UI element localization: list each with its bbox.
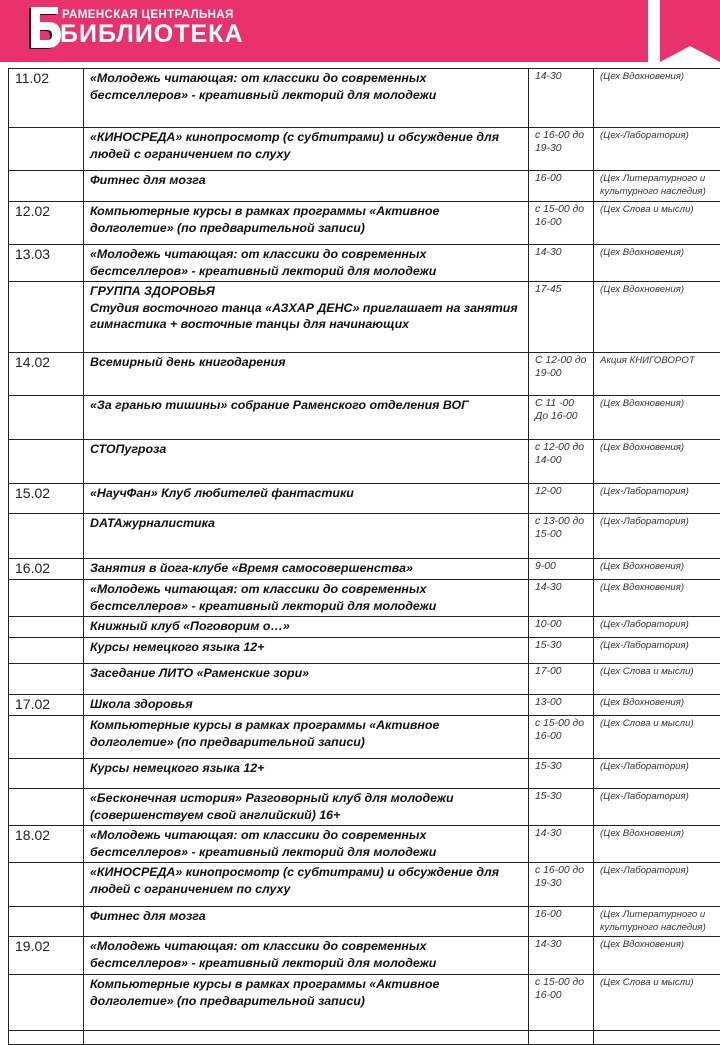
event-location: (Цех-Лаборатория) (594, 638, 720, 664)
event-location: (Цех Слова и мысли) (594, 716, 720, 759)
schedule-row (9, 559, 720, 580)
event-date: 14.02 (9, 353, 84, 396)
event-time: 16-00 (529, 907, 594, 937)
event-title: Всемирный день книгодарения (84, 353, 529, 396)
event-time: 16-00 (529, 171, 594, 202)
event-title: Компьютерные курсы в рамках программы «Активное долголетие» (по предварительной записи) (84, 202, 529, 245)
event-location: (Цех Слова и мысли) (594, 975, 720, 1031)
event-location: (Цех-Лаборатория) (594, 789, 720, 826)
event-date (9, 440, 84, 484)
event-location: (Цех Вдохновения) (594, 580, 720, 617)
event-date (9, 1031, 84, 1045)
schedule-row (9, 69, 720, 128)
event-date: 16.02 (9, 559, 84, 580)
schedule-row (9, 202, 720, 245)
event-title (84, 1031, 529, 1045)
event-title: Компьютерные курсы в рамках программы «Активное долголетие» (по предварительной записи) (84, 716, 529, 759)
event-time: С 12-00 до 19-00 (529, 353, 594, 396)
event-time: 12-00 (529, 484, 594, 514)
schedule-row (9, 907, 720, 937)
event-time: с 15-00 до 16-00 (529, 202, 594, 245)
event-title: «КИНОСРЕДА» кинопросмотр (с субтитрами) и обсуждение для людей с ограничением по слуху (84, 863, 529, 907)
event-location: (Цех-Лаборатория) (594, 484, 720, 514)
schedule-row (9, 580, 720, 617)
event-date (9, 907, 84, 937)
schedule-row (9, 716, 720, 759)
event-date: 11.02 (9, 69, 84, 128)
bookmark-icon (660, 0, 720, 62)
event-date (9, 171, 84, 202)
event-location: (Цех Вдохновения) (594, 245, 720, 282)
event-location: Акция КНИГОВОРОТ (594, 353, 720, 396)
event-location: (Цех-Лаборатория) (594, 128, 720, 171)
event-title: Компьютерные курсы в рамках программы «Активное долголетие» (по предварительной записи) (84, 975, 529, 1031)
schedule-table (8, 68, 720, 1045)
event-title: «Молодежь читающая: от классики до современных бестселлеров» - креативный лекторий для молодежи (84, 69, 529, 128)
event-location: (Цех Вдохновения) (594, 282, 720, 353)
schedule-row (9, 396, 720, 440)
event-title: Заседание ЛИТО «Раменские зори» (84, 664, 529, 695)
event-time: с 15-00 до 16-00 (529, 716, 594, 759)
event-date (9, 617, 84, 638)
event-date: 17.02 (9, 695, 84, 716)
event-location: (Цех Литературного и культурного наследия) (594, 171, 720, 202)
event-date (9, 128, 84, 171)
library-logo-icon (28, 4, 62, 50)
event-time: 17-00 (529, 664, 594, 695)
schedule-row (9, 664, 720, 695)
event-title: ГРУППА ЗДОРОВЬЯ Студия восточного танца «АЗХАР ДЕНС» приглашает на занятия гимнастика + восточные танцы для начинающих (84, 282, 529, 353)
event-time: с 16-00 до 19-30 (529, 863, 594, 907)
event-title: «Молодежь читающая: от классики до современных бестселлеров» - креативный лекторий для молодежи (84, 245, 529, 282)
event-title: Курсы немецкого языка 12+ (84, 638, 529, 664)
event-date (9, 789, 84, 826)
event-location: (Цех Вдохновения) (594, 559, 720, 580)
event-location: (Цех-Лаборатория) (594, 514, 720, 559)
event-title: Фитнес для мозга (84, 907, 529, 937)
schedule-row (9, 514, 720, 559)
event-title: Книжный клуб «Поговорим о…» (84, 617, 529, 638)
event-location: (Цех Литературного и культурного наследия) (594, 907, 720, 937)
event-date (9, 282, 84, 353)
brand-subtitle: РАМЕНСКАЯ ЦЕНТРАЛЬНАЯ (62, 9, 234, 21)
event-time: 15-30 (529, 759, 594, 789)
schedule-row (9, 128, 720, 171)
event-title: «Молодежь читающая: от классики до современных бестселлеров» - креативный лекторий для молодежи (84, 826, 529, 863)
event-time: 9-00 (529, 559, 594, 580)
event-time: 13-00 (529, 695, 594, 716)
event-title: «Бесконечная история» Разговорный клуб для молодежи (совершенствуем свой английский) 16+ (84, 789, 529, 826)
event-date (9, 396, 84, 440)
event-title: «Молодежь читающая: от классики до современных бестселлеров» - креативный лекторий для молодежи (84, 580, 529, 617)
event-location: (Цех Слова и мысли) (594, 202, 720, 245)
schedule-row (9, 440, 720, 484)
event-date (9, 664, 84, 695)
event-location: (Цех Вдохновения) (594, 440, 720, 484)
event-time: 14-30 (529, 245, 594, 282)
event-time: 14-30 (529, 69, 594, 128)
event-time: с 12-00 до 14-00 (529, 440, 594, 484)
schedule-row (9, 863, 720, 907)
event-title: «НаучФан» Клуб любителей фантастики (84, 484, 529, 514)
brand-title: БИБЛИОТЕКА (60, 20, 244, 49)
event-title: Занятия в йога-клубе «Время самосовершенства» (84, 559, 529, 580)
schedule-row (9, 245, 720, 282)
event-date (9, 759, 84, 789)
event-time: с 15-00 до 16-00 (529, 975, 594, 1031)
event-location: (Цех Вдохновения) (594, 937, 720, 975)
schedule-row (9, 353, 720, 396)
event-date (9, 514, 84, 559)
event-location: (Цех-Лаборатория) (594, 863, 720, 907)
event-date: 18.02 (9, 826, 84, 863)
event-location: (Цех Вдохновения) (594, 69, 720, 128)
event-location: (Цех Вдохновения) (594, 396, 720, 440)
schedule-row (9, 826, 720, 863)
event-title: Школа здоровья (84, 695, 529, 716)
schedule-row (9, 695, 720, 716)
event-date (9, 975, 84, 1031)
event-time: 15-30 (529, 789, 594, 826)
event-title: «За гранью тишины» собрание Раменского отделения ВОГ (84, 396, 529, 440)
page-header (0, 0, 720, 62)
event-time (529, 1031, 594, 1045)
event-title: Фитнес для мозга (84, 171, 529, 202)
schedule-row (9, 171, 720, 202)
event-location (594, 1031, 720, 1045)
event-date: 15.02 (9, 484, 84, 514)
schedule-row (9, 282, 720, 353)
schedule-row (9, 484, 720, 514)
event-time: 14-30 (529, 937, 594, 975)
event-time: 17-45 (529, 282, 594, 353)
event-title: СТОПугроза (84, 440, 529, 484)
schedule-row (9, 1031, 720, 1045)
event-time: с 13-00 до 15-00 (529, 514, 594, 559)
event-time: С 11 -00 До 16-00 (529, 396, 594, 440)
event-location: (Цех Слова и мысли) (594, 664, 720, 695)
event-time: 10-00 (529, 617, 594, 638)
schedule-row (9, 789, 720, 826)
event-date (9, 863, 84, 907)
event-title: «КИНОСРЕДА» кинопросмотр (с субтитрами) и обсуждение для людей с ограничением по слуху (84, 128, 529, 171)
schedule-row (9, 975, 720, 1031)
schedule-row (9, 638, 720, 664)
schedule-row (9, 617, 720, 638)
schedule-row (9, 937, 720, 975)
schedule-row (9, 759, 720, 789)
event-date (9, 638, 84, 664)
event-time: 15-30 (529, 638, 594, 664)
event-location: (Цех Вдохновения) (594, 826, 720, 863)
event-time: 14-30 (529, 580, 594, 617)
event-time: с 16-00 до 19-30 (529, 128, 594, 171)
event-title: DATAжурналистика (84, 514, 529, 559)
event-date: 13.03 (9, 245, 84, 282)
event-location: (Цех-Лаборатория) (594, 759, 720, 789)
event-date: 12.02 (9, 202, 84, 245)
event-location: (Цех Вдохновения) (594, 695, 720, 716)
event-location: (Цех-Лаборатория) (594, 617, 720, 638)
event-time: 14-30 (529, 826, 594, 863)
event-date (9, 716, 84, 759)
event-title: Курсы немецкого языка 12+ (84, 759, 529, 789)
event-date: 19.02 (9, 937, 84, 975)
event-title: «Молодежь читающая: от классики до современных бестселлеров» - креативный лекторий для молодежи (84, 937, 529, 975)
event-date (9, 580, 84, 617)
